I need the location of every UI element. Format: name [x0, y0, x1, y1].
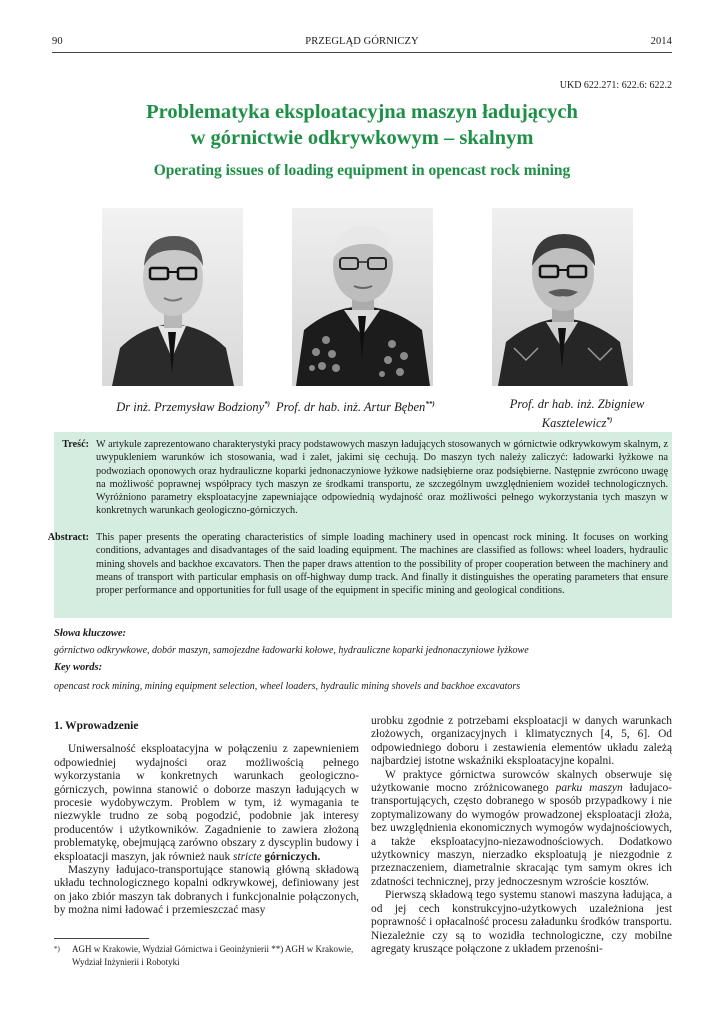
paragraph: Pierwszą składową tego systemu stanowi maszyna ładująca, a od jej cech konstrukcyjno-użytkowych uzależniona jest poprawność i opłacalność procesu załadunku środków transportu. Niezależnie czy są to wozidła technologiczne, czy mobilne agregaty kruszące połączone z układem przenośni- [371, 889, 672, 955]
keywords-pl-label: Słowa kluczowe: [54, 628, 127, 639]
author-name: Dr inż. Przemysław Bodziony [116, 400, 265, 415]
header-rule [52, 52, 672, 53]
paragraph-bold: górniczych. [264, 850, 321, 863]
author-name: Prof. dr hab. inż. Artur Bęben [276, 400, 426, 415]
body-column-left [54, 720, 359, 918]
body-column-right [371, 715, 672, 956]
journal-name: PRZEGLĄD GÓRNICZY [305, 36, 419, 47]
journal-year: 2014 [650, 36, 672, 47]
keywords-en: opencast rock mining, mining equipment selection, wheel loaders, hydraulic mining shovels and backhoe excavators [54, 681, 521, 692]
title-line-2: w górnictwie odkrywkowym – skalnym [190, 127, 534, 149]
section-heading: 1. Wprowadzenie [54, 720, 139, 732]
paragraph-italic: stricte [233, 850, 262, 863]
article-title [60, 99, 664, 151]
tresc-text: W artykule zaprezentowano charakterystyki pracy podstawowych maszyn ładujących stosowanych w górnictwie odkrywkowym skalnym, z uwypukleniem warunków ich stosowania, wad i zalet, jakimi się cechują. Do maszyn tych należy zaliczyć: ładowarki łyżkowe na podwoziach oponowych oraz hydrauliczne koparki jednonaczyniowe łyżkowe nadsiębierne oraz podsiębierne. Następnie zwrócono uwagę na możliwość poprawnej współpracy tych maszyn ze środkami transportu, ze szczególnym uwzględnieniem wozideł technologicznych. Wyróżniono parametry eksploatacyjne zapewniające odpowiednią wydajność oraz możliwości pełnego wykorzystania tych maszyn w konkretnych warunkach geologiczno-górniczych. [96, 439, 668, 517]
paragraph-text: ładujaco-transportujących, często dobranego w sposób przypadkowy i nie zoptymalizowany do wymogów prowadzonej eksploatacji złoża, bez uwzględnienia ekonomicznych wymogów wydajnościowych, a także eksploatacyjno-niezawodnościowych. Dodatkowo użytkownicy maszyn, nierzadko eksploatują je niezgodnie z przeznaczeniem, diametralnie skracając tym samym okres ich zdatności technicznej, przy jednoczesnym wzroście kosztów. [371, 782, 672, 888]
footnote-rule [54, 938, 149, 939]
article-subtitle: Operating issues of loading equipment in opencast rock mining [153, 162, 571, 179]
author-bodziony [80, 396, 270, 415]
author-affiliation-mark: **) [425, 400, 435, 408]
author-name-line-2: Kasztelewicz [541, 416, 607, 431]
paragraph: urobku zgodnie z potrzebami eksploatacji w danych warunkach złożowych, organizacyjnych i klimatycznych [4, 5, 6]. Od odpowiedniego doboru i zestawienia elementów układu zależą najbardziej istotne wskaźniki eksploatacyjne kopalni. [371, 715, 672, 768]
abstract-text: This paper presents the operating characteristics of simple loading machinery used in opencast rock mining. It focuses on working conditions, advantages and disadvantages of the said loading equipment. The machines are classified as follows: wheel loaders, hydraulic mining shovels and backhoe excavators. Then the paper draws attention to the possibility of proper cooperation between the machinery and means of transport with particular emphasis on off-highway dump track. And finally it distinguishes the operating parameters that ensure proper performance and opportunities for full usage of the equipment in specific mining and geological conditions. [96, 532, 668, 597]
page-number: 90 [52, 36, 63, 47]
title-line-1: Problematyka eksploatacyjna maszyn ładujących [146, 101, 578, 123]
author-photo-beben [292, 208, 433, 386]
paragraph-text: W praktyce górnictwa surowców skalnych obserwuje się użytkowanie mocno zróżnicowanego [371, 768, 672, 795]
paragraph-italic: parku maszyn [555, 782, 623, 795]
ukd-code: UKD 622.271: 622.6: 622.2 [559, 80, 672, 91]
abstract-box [47, 432, 672, 618]
author-beben [276, 396, 466, 415]
author-affiliation-mark: *) [264, 400, 270, 408]
footnote-text: AGH w Krakowie, Wydział Górnictwa i Geoinżynierii **) AGH w Krakowie, Wydział Inżynierii i Robotyki [72, 944, 354, 967]
author-photo-bodziony [102, 208, 243, 386]
keywords-pl: górnictwo odkrywkowe, dobór maszyn, samojezdne ładowarki kołowe, hydrauliczne koparki jednonaczyniowe łyżkowe [54, 645, 529, 656]
author-photo-kasztelewicz [492, 208, 633, 386]
author-affiliation-mark: *) [606, 416, 613, 424]
keywords-en-label: Key words: [54, 662, 103, 673]
paragraph [371, 769, 672, 890]
paragraph-text: Uniwersalność eksploatacyjna w połączeniu z zapewnieniem odpowiedniej wydajności oraz możliwością pełnego wykorzystania w konkretnych warunkach geologiczno-górniczych, powinna stanowić o doborze maszyn ładujących w procesie wydobywczym. Problem w tym, iż wymagania te niezwykle trudno ze sobą pogodzić, podobnie jak interesy producentów i użytkowników. Zagadnienie to zawiera złożoną problematykę, obejmującą zarówno obszary z dyscyplin budowy i eksploatacji maszyn, jak również nauk [54, 743, 359, 863]
tresc-label: Treść: [62, 439, 89, 450]
footnote-marker: *) [54, 945, 60, 953]
abstract-label: Abstract: [47, 532, 89, 543]
paragraph: Maszyny ładujaco-transportujące stanowią główną składową układu technologicznego kopalni odkrywkowej, definiowany jest on jako zbiór maszyn tak dobranych i funkcjonalnie połączonych, by można nimi ładować i przemieszczać masy [54, 864, 359, 917]
paragraph [54, 743, 359, 864]
author-name-line-1: Prof. dr hab. inż. Zbigniew [509, 397, 645, 411]
author-kasztelewicz [487, 396, 667, 431]
